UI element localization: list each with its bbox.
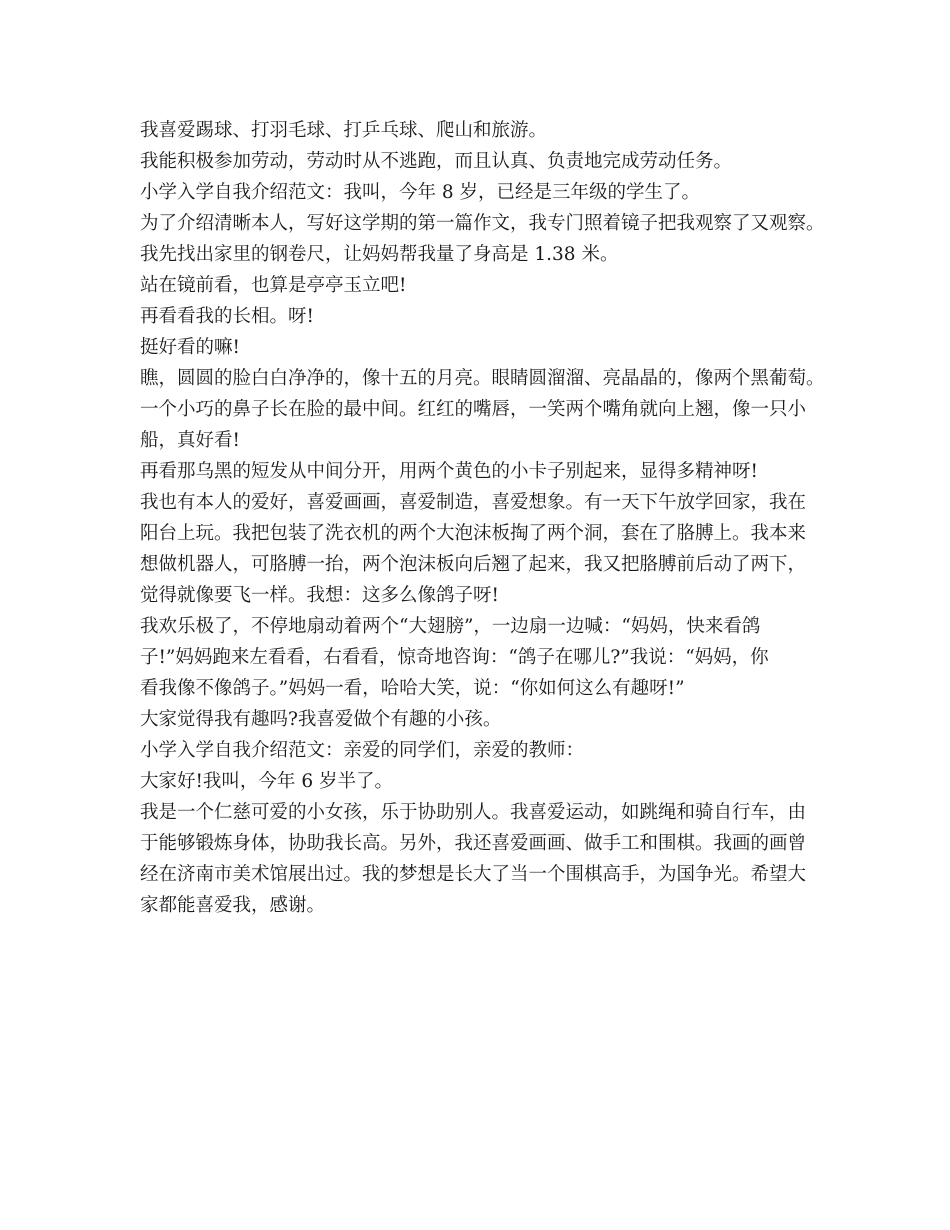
- text-line: 大家好!我叫，今年 6 岁半了。: [140, 771, 393, 792]
- text-line: 家都能喜爱我，感谢。: [140, 895, 326, 916]
- text-line: 挺好看的嘛!: [140, 337, 240, 358]
- text-line: 船，真好看!: [140, 430, 240, 451]
- text-line: 小学入学自我介绍范文：我叫，今年 8 岁，已经是三年级的学生了。: [140, 182, 701, 203]
- text-line: 于能够锻炼身体，协助我长高。另外，我还喜爱画画、做手工和围棋。我画的画曾: [140, 833, 807, 854]
- text-line: 再看看我的长相。呀!: [140, 306, 314, 327]
- text-line: 我也有本人的爱好，喜爱画画，喜爱制造，喜爱想象。有一天下午放学回家，我在: [140, 492, 807, 513]
- text-line: 想做机器人，可胳膊一抬，两个泡沫板向后翘了起来，我又把胳膊前后动了两下，: [140, 554, 807, 575]
- text-line: 觉得就像要飞一样。我想：这多么像鸽子呀!: [140, 585, 499, 606]
- text-line: 再看那乌黑的短发从中间分开，用两个黄色的小卡子别起来，显得多精神呀!: [140, 461, 758, 482]
- text-line: 为了介绍清晰本人，写好这学期的第一篇作文，我专门照着镜子把我观察了又观察。: [140, 213, 825, 234]
- text-line: 阳台上玩。我把包装了洗衣机的两个大泡沫板掏了两个洞，套在了胳膊上。我本来: [140, 523, 807, 544]
- text-line: 经在济南市美术馆展出过。我的梦想是长大了当一个围棋高手，为国争光。希望大: [140, 864, 807, 885]
- text-line: 一个小巧的鼻子长在脸的最中间。红红的嘴唇，一笑两个嘴角就向上翘，像一只小: [140, 399, 807, 420]
- text-line: 我喜爱踢球、打羽毛球、打乒乓球、爬山和旅游。: [140, 120, 548, 141]
- text-line: 瞧，圆圆的脸白白净净的，像十五的月亮。眼睛圆溜溜、亮晶晶的，像两个黑葡萄。: [140, 368, 825, 389]
- document-body: [140, 115, 840, 921]
- text-line: 我是一个仁慈可爱的小女孩，乐于协助别人。我喜爱运动，如跳绳和骑自行车，由: [140, 802, 807, 823]
- text-line: 我欢乐极了，不停地扇动着两个“大翅膀”，一边扇一边喊：“妈妈，快来看鸽: [140, 616, 761, 637]
- text-line: 大家觉得我有趣吗?我喜爱做个有趣的小孩。: [140, 709, 502, 730]
- text-line: 我能积极参加劳动，劳动时从不逃跑，而且认真、负责地完成劳动任务。: [140, 151, 733, 172]
- text-line: 看我像不像鸽子。”妈妈一看，哈哈大笑，说：“你如何这么有趣呀!”: [140, 678, 685, 699]
- text-line: 子!”妈妈跑来左看看，右看看，惊奇地咨询：“鸽子在哪儿?”我说：“妈妈，你: [140, 647, 769, 668]
- text-line: 站在镜前看，也算是亭亭玉立吧!: [140, 275, 407, 296]
- text-line: 我先找出家里的钢卷尺，让妈妈帮我量了身高是 1.38 米。: [140, 244, 619, 265]
- text-line: 小学入学自我介绍范文：亲爱的同学们，亲爱的教师：: [140, 740, 585, 761]
